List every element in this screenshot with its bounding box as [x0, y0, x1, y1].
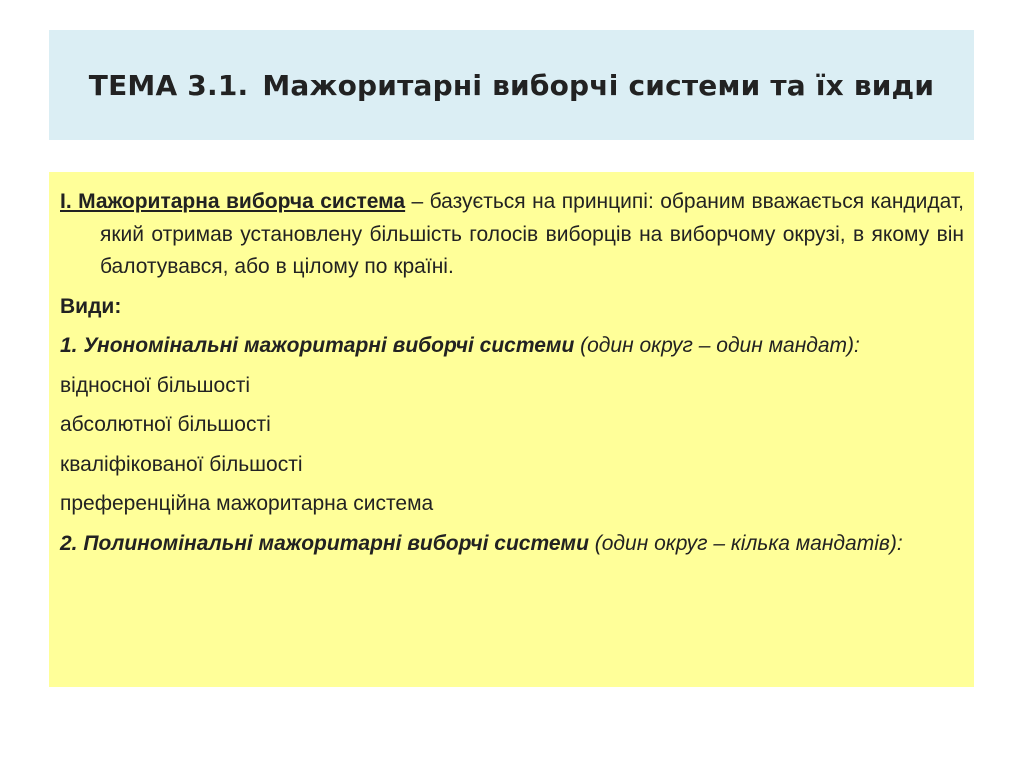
- type-2-paragraph: [60, 528, 964, 561]
- topic-title: Мажоритарні виборчі системи та їх види: [262, 68, 935, 102]
- type-1-title: 1. Унономінальні мажоритарні виборчі системи: [60, 334, 575, 357]
- type-1-paragraph: [60, 330, 964, 363]
- subtype-relative-majority: відносної більшості: [60, 373, 250, 397]
- intro-paragraph: [60, 186, 964, 284]
- type-2-note: (один округ – кілька мандатів):: [588, 531, 903, 555]
- slide-title: [89, 69, 934, 102]
- content-panel: [49, 172, 974, 687]
- subtype-absolute-majority: абсолютної більшості: [60, 413, 271, 436]
- subtype-preferential: преференційна мажоритарна система: [60, 492, 434, 515]
- topic-number: ТЕМА 3.1.: [88, 68, 249, 102]
- subtype-qualified-majority: кваліфікованої більшості: [60, 452, 303, 476]
- type-2-title: 2. Полиномінальні мажоритарні виборчі системи: [60, 531, 589, 555]
- type-1-note: (один округ – один мандат):: [574, 334, 860, 357]
- title-banner: [49, 30, 974, 140]
- intro-text: – базується на принципі: обраним вважається кандидат, який отримав установлену більшість голосів виборців на виборчому окрузі, в якому він балотувався, або в цілому по країні.: [100, 190, 964, 278]
- intro-term: І. Мажоритарна виборча система: [60, 190, 406, 213]
- types-heading: Види:: [60, 294, 122, 318]
